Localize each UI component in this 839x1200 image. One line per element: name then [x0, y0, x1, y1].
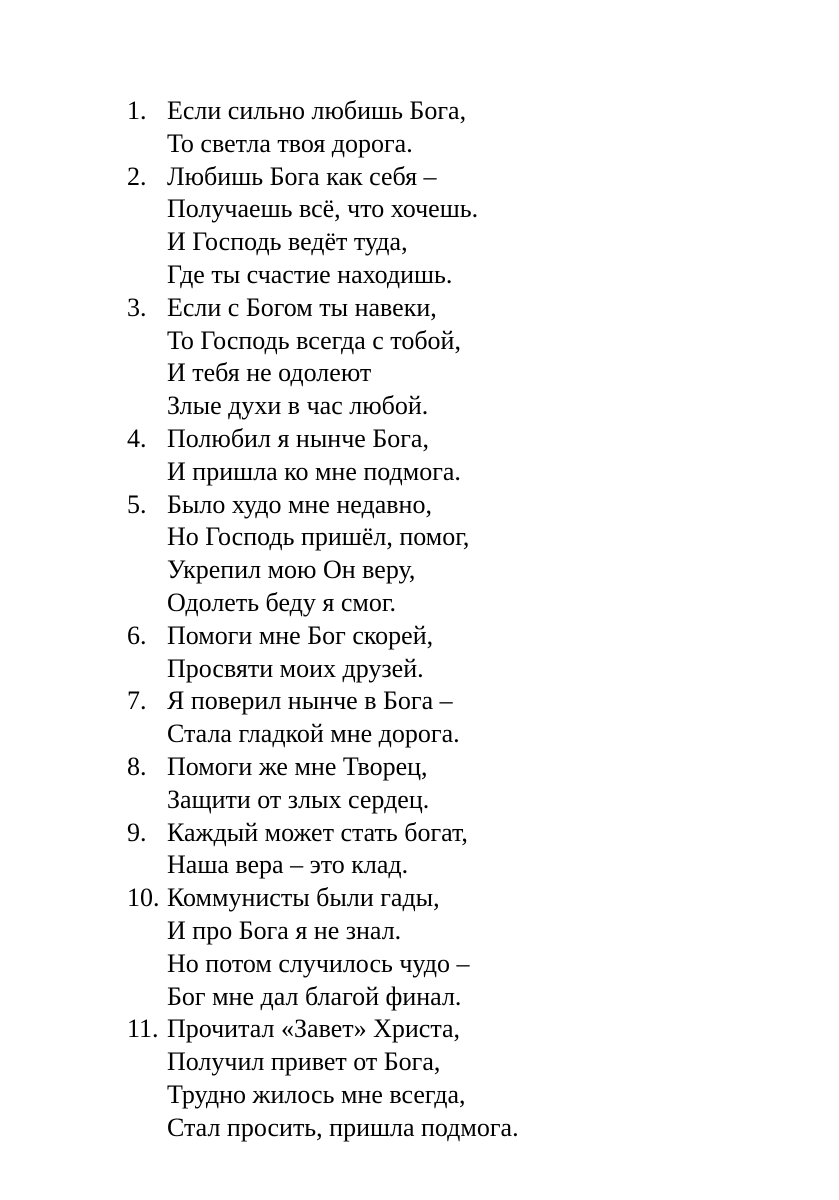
- poem-line: Помоги же мне Творец,: [167, 751, 428, 781]
- poem-line: Каждый может стать богат,: [167, 817, 468, 847]
- stanza-number: 9.: [127, 817, 147, 847]
- stanza: [127, 882, 519, 1013]
- poem-line: Получил привет от Бога,: [167, 1047, 441, 1077]
- poem-line: Наша вера – это клад.: [167, 850, 409, 880]
- stanza: [127, 423, 519, 489]
- poem-line: Защити от злых сердец.: [167, 784, 430, 814]
- stanza-number: 1.: [127, 96, 147, 125]
- poem-line: Если сильно любишь Бога,: [167, 96, 467, 125]
- poem-line: Но Господь пришёл, помог,: [167, 522, 470, 552]
- poem-line: Коммунисты были гады,: [167, 883, 440, 913]
- poem-line: Получаешь всё, что хочешь.: [167, 194, 479, 224]
- poem-line: Было худо мне недавно,: [167, 489, 432, 519]
- poem-line: Укрепил мою Он веру,: [167, 555, 416, 585]
- stanza: [127, 751, 519, 817]
- poem-line: То Господь всегда с тобой,: [167, 325, 461, 355]
- stanza-number: 4.: [127, 423, 147, 453]
- poem-list: [127, 95, 519, 1145]
- poem-line: Одолеть беду я смог.: [167, 587, 397, 617]
- stanza: [127, 620, 519, 686]
- poem-line: Где ты счастие находишь.: [167, 259, 453, 289]
- stanza: [127, 489, 519, 620]
- stanza: [127, 1013, 519, 1144]
- poem-line: Стала гладкой мне дорога.: [167, 719, 460, 749]
- poem-line: Полюбил я нынче Бога,: [167, 423, 429, 453]
- poem-line: То светла твоя дорога.: [167, 128, 413, 158]
- stanza-number: 11.: [127, 1014, 159, 1044]
- poem-line: Прочитал «Завет» Христа,: [167, 1014, 461, 1044]
- poem-line: Помоги мне Бог скорей,: [167, 620, 434, 650]
- stanza-number: 10.: [127, 883, 160, 913]
- stanza-number: 8.: [127, 751, 147, 781]
- poem-line: Я поверил нынче в Бога –: [167, 686, 453, 716]
- poem-line: Любишь Бога как себя –: [167, 161, 437, 191]
- stanza: [127, 161, 519, 292]
- poem-line: И пришла ко мне подмога.: [167, 456, 461, 486]
- stanza: [127, 95, 519, 161]
- stanza-number: 2.: [127, 161, 147, 191]
- stanza: [127, 817, 519, 883]
- stanza-number: 3.: [127, 292, 147, 322]
- poem-line: И про Бога я не знал.: [167, 915, 402, 945]
- poem-line: Бог мне дал благой финал.: [167, 981, 462, 1011]
- poem-line: Злые духи в час любой.: [167, 391, 429, 421]
- poem-line: И Господь ведёт туда,: [167, 227, 408, 257]
- poem-line: И тебя не одолеют: [167, 358, 372, 388]
- poem-line: Стал просить, пришла подмога.: [167, 1112, 519, 1142]
- stanza: [127, 292, 519, 423]
- stanza-number: 5.: [127, 489, 147, 519]
- stanza: [127, 685, 519, 751]
- stanza-number: 6.: [127, 620, 147, 650]
- poem-line: Если с Богом ты навеки,: [167, 292, 437, 322]
- stanza-number: 7.: [127, 686, 147, 716]
- poem-line: Трудно жилось мне всегда,: [167, 1079, 466, 1109]
- poem-line: Но потом случилось чудо –: [167, 948, 470, 978]
- poem-line: Просвяти моих друзей.: [167, 653, 424, 683]
